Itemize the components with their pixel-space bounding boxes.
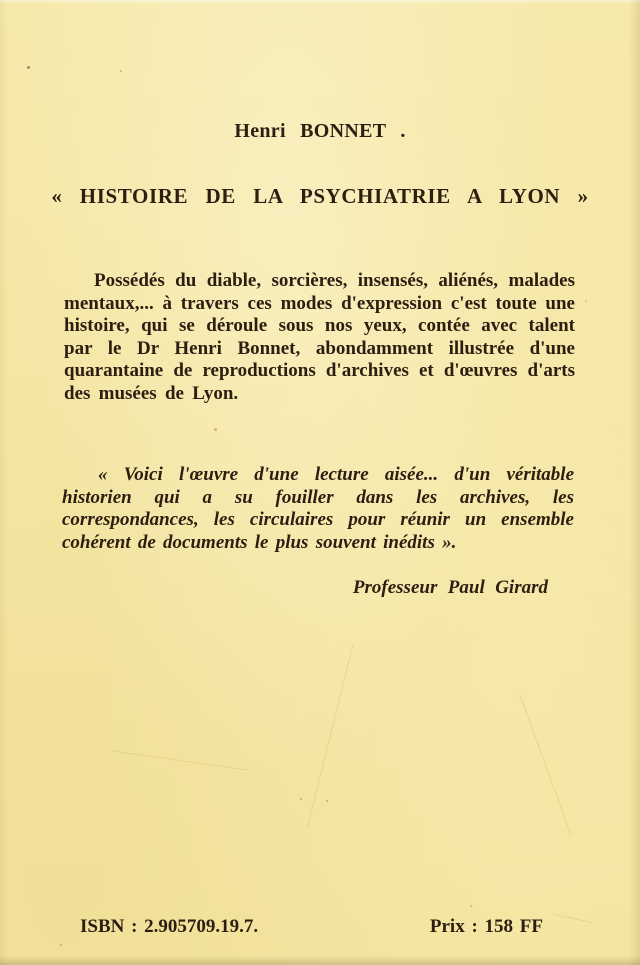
paper-speck	[326, 800, 328, 802]
paper-speck	[470, 905, 472, 907]
author-name: Henri BONNET .	[234, 120, 406, 142]
blurb-paragraph: Possédés du diable, sorcières, insensés, aliénés, malades mentaux,... à travers ces modes d'expression c'est toute une histoire, qui se déroule sous nos yeux, contée avec talent par le Dr Henri Bonnet, abondamment illustrée d'une quarantaine de reproductions d'archives et d'œuvres d'arts des musées de Lyon.	[64, 270, 575, 404]
scan-edge-top	[0, 0, 640, 4]
scan-edge-bottom	[0, 956, 640, 965]
footer-line	[80, 916, 543, 938]
paper-speck	[214, 428, 217, 431]
paper-speck	[27, 66, 30, 69]
paper-scratch	[307, 643, 354, 828]
scan-edge-left	[0, 0, 8, 965]
paper-speck	[585, 300, 587, 302]
scan-edge-right	[628, 0, 640, 965]
quote-attribution: Professeur Paul Girard	[352, 577, 548, 598]
book-title: « HISTOIRE DE LA PSYCHIATRIE A LYON »	[51, 184, 589, 208]
paper-speck	[120, 70, 122, 72]
isbn-label: ISBN : 2.905709.19.7.	[80, 916, 259, 937]
paper-scratch	[111, 750, 250, 770]
paper-speck	[300, 798, 302, 800]
review-quote: « Voici l'œuvre d'une lecture aisée... d'un véritable historien qui a su fouiller dans les archives, les correspondances, les circulaires pour réunir un ensemble cohérent de documents le plus souvent inédits ».	[62, 464, 574, 553]
price-label: Prix : 158 FF	[429, 916, 543, 937]
paper-scratch	[519, 694, 571, 835]
paper-scratch	[553, 914, 592, 923]
paper-speck	[60, 944, 62, 946]
